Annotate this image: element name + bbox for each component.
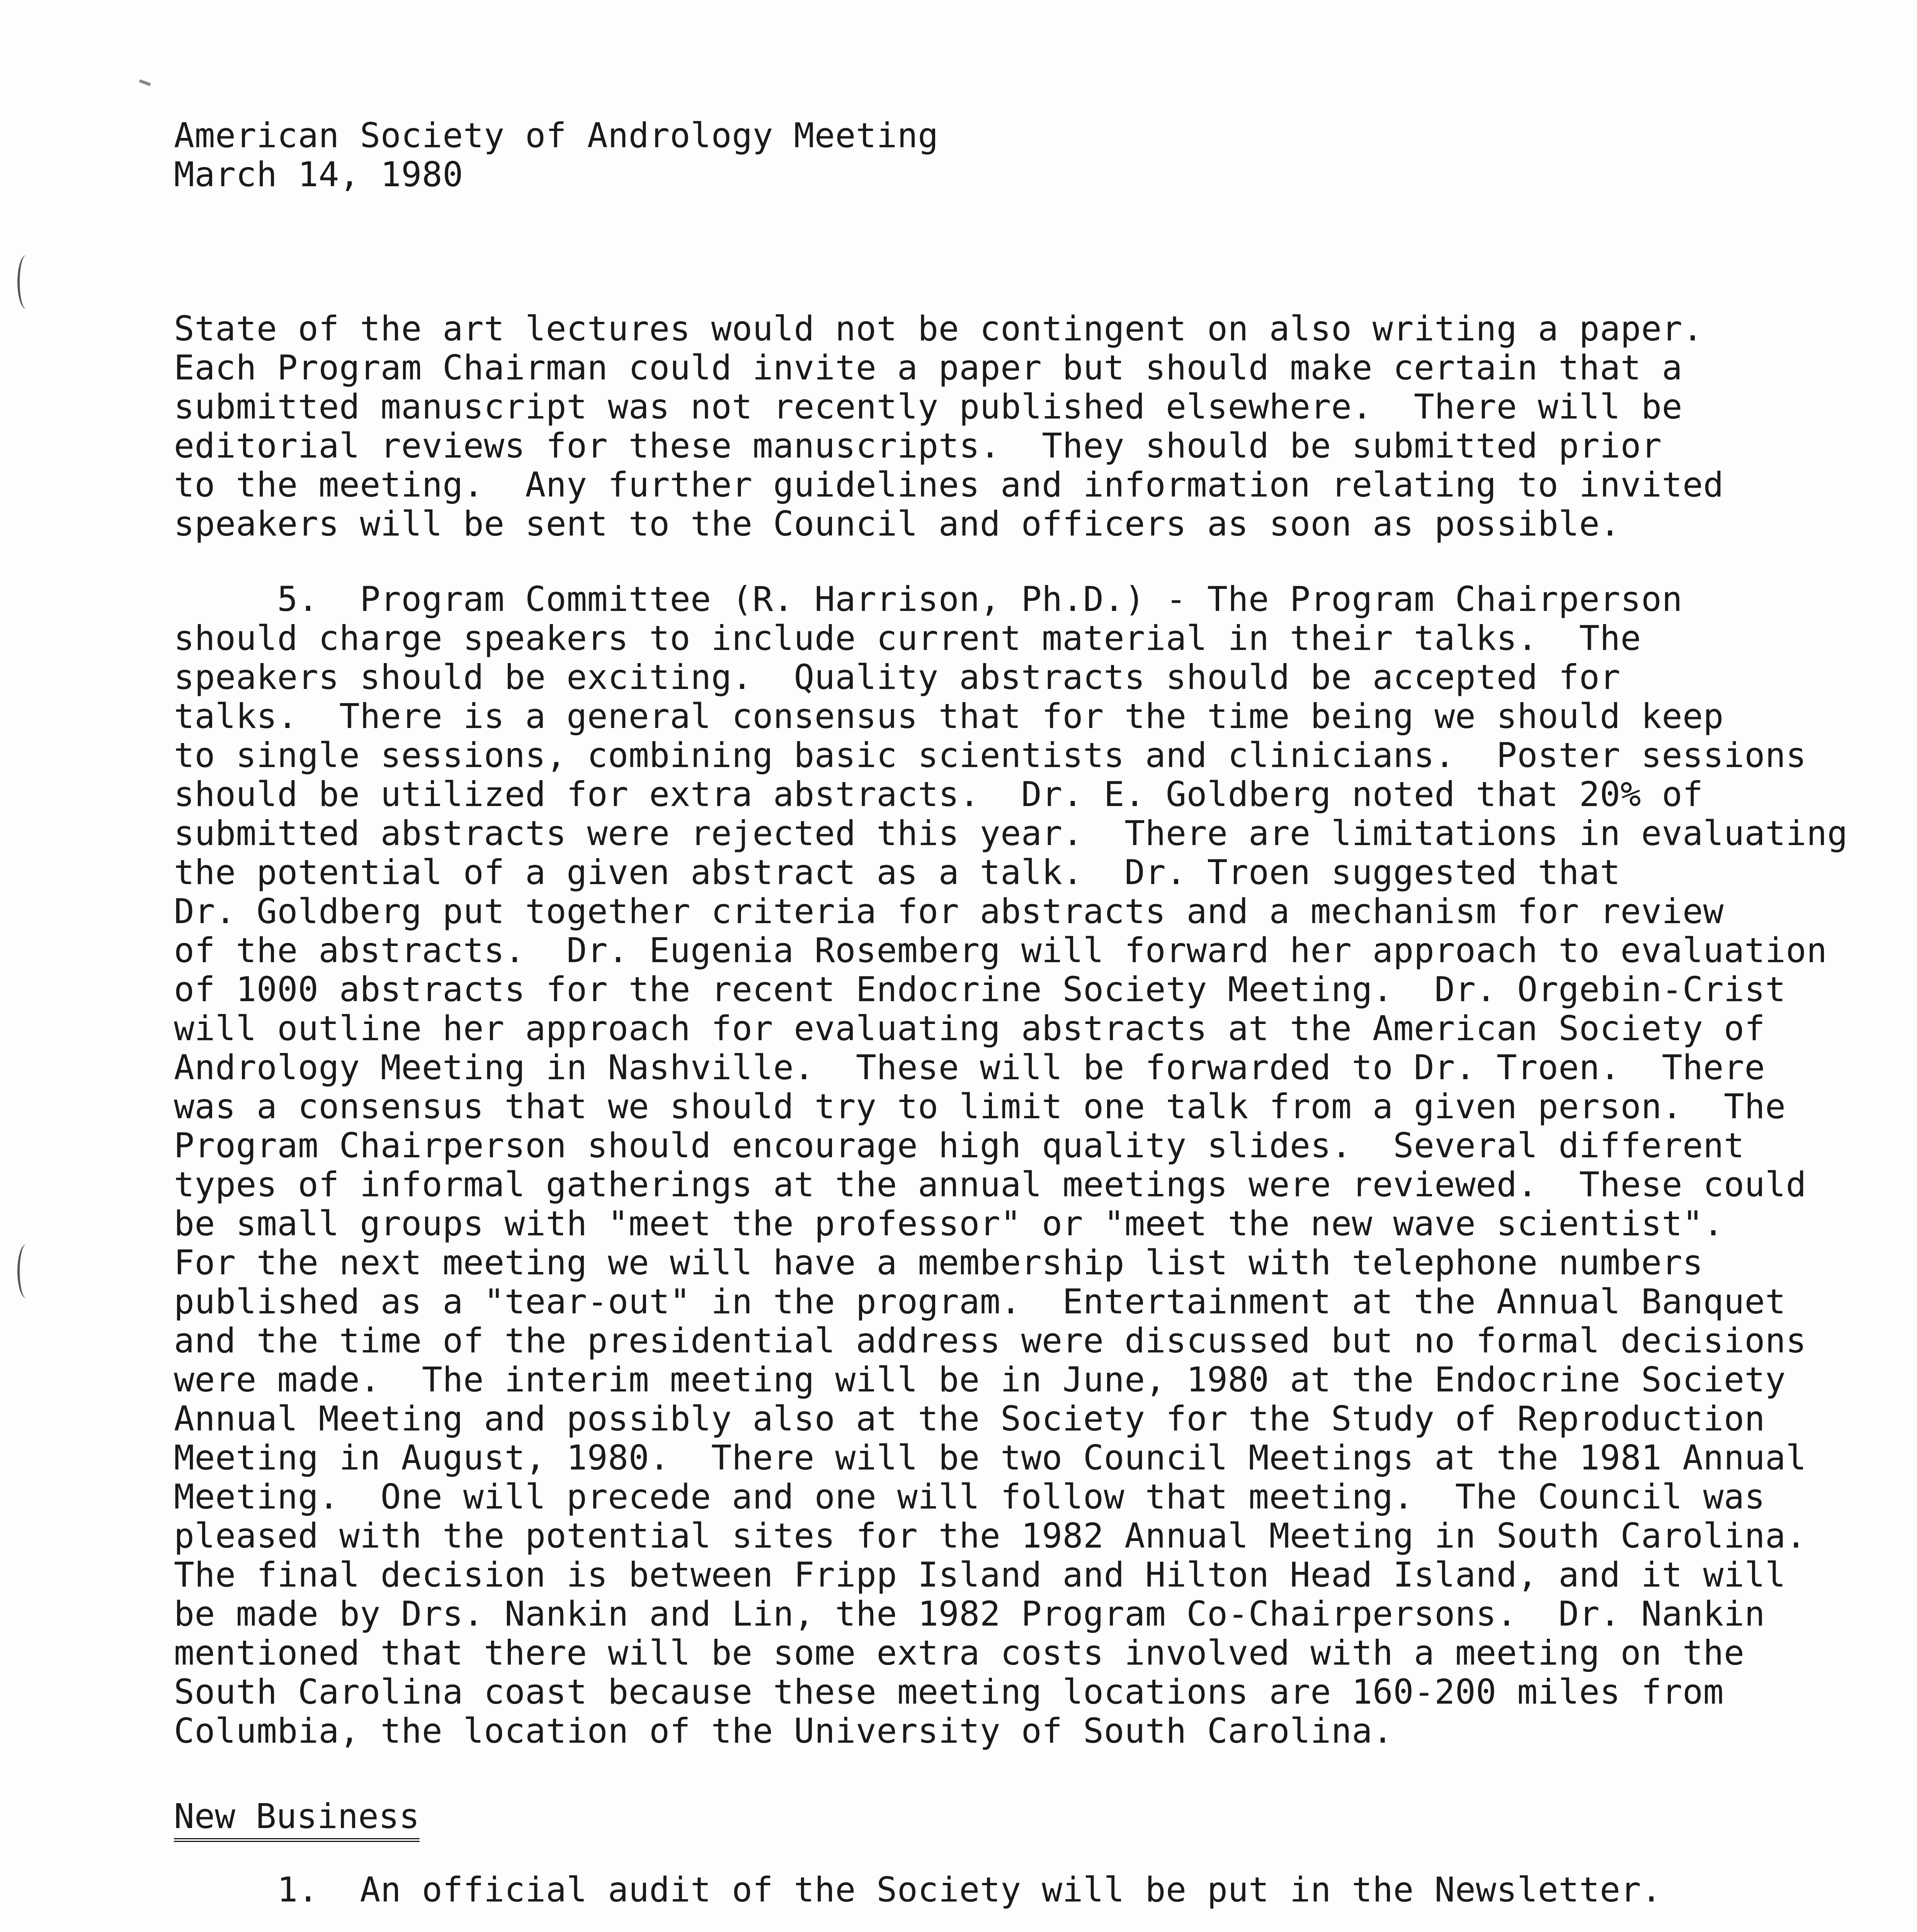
text-line: speakers will be sent to the Council and officers as soon as possible. [174, 504, 1621, 544]
paper-speck [139, 79, 151, 86]
text-line: Annual Meeting and possibly also at the Society for the Study of Reproduction [174, 1399, 1765, 1439]
text-line: of 1000 abstracts for the recent Endocrine Society Meeting. Dr. Orgebin-Crist [174, 969, 1786, 1009]
text-line: pleased with the potential sites for the 1982 Annual Meeting in South Carolina. [174, 1516, 1806, 1556]
binder-hole-mark [17, 255, 35, 309]
text-line: were made. The interim meeting will be in June, 1980 at the Endocrine Society [174, 1360, 1786, 1400]
text-line: should charge speakers to include current material in their talks. The [174, 618, 1641, 658]
new-business-heading: New Business [174, 1797, 420, 1842]
text-line: South Carolina coast because these meeting locations are 160-200 miles from [174, 1672, 1724, 1712]
text-line: and the time of the presidential address were discussed but no formal decisions [174, 1321, 1806, 1361]
text-line: 1. An official audit of the Society will be put in the Newsletter. [174, 1870, 1662, 1910]
text-line: Each Program Chairman could invite a paper but should make certain that a [174, 348, 1683, 388]
text-line: speakers should be exciting. Quality abstracts should be accepted for [174, 657, 1621, 697]
text-line: The final decision is between Fripp Island and Hilton Head Island, and it will [174, 1555, 1786, 1595]
text-line: of the abstracts. Dr. Eugenia Rosemberg will forward her approach to evaluation [174, 930, 1827, 970]
text-line: be small groups with "meet the professor" or "meet the new wave scientist". [174, 1204, 1724, 1243]
header-title: American Society of Andrology Meeting [174, 116, 939, 155]
paragraph-program-committee [174, 580, 1848, 1750]
text-line: types of informal gatherings at the annual meetings were reviewed. These could [174, 1165, 1806, 1204]
text-line: Program Chairperson should encourage high quality slides. Several different [174, 1126, 1745, 1165]
paragraph-state-of-the-art [174, 309, 1724, 543]
text-line: talks. There is a general consensus that for the time being we should keep [174, 696, 1724, 736]
binder-hole-mark [17, 1244, 35, 1298]
text-line: should be utilized for extra abstracts. Dr. E. Goldberg noted that 20% of [174, 774, 1703, 814]
text-line: published as a "tear-out" in the program. Entertainment at the Annual Banquet [174, 1282, 1786, 1321]
text-line: Columbia, the location of the University of South Carolina. [174, 1711, 1393, 1751]
text-line: Andrology Meeting in Nashville. These will be forwarded to Dr. Troen. There [174, 1048, 1765, 1087]
text-line: the potential of a given abstract as a talk. Dr. Troen suggested that [174, 852, 1621, 892]
paragraph-new-business-item-1 [174, 1870, 1662, 1909]
text-line: For the next meeting we will have a membership list with telephone numbers [174, 1243, 1703, 1282]
document-header [174, 116, 939, 194]
text-line: was a consensus that we should try to limit one talk from a given person. The [174, 1087, 1786, 1126]
text-line: will outline her approach for evaluating abstracts at the American Society of [174, 1009, 1765, 1048]
text-line: submitted abstracts were rejected this year. There are limitations in evaluating [174, 813, 1848, 853]
text-line: Dr. Goldberg put together criteria for abstracts and a mechanism for review [174, 891, 1724, 931]
header-date: March 14, 1980 [174, 155, 463, 194]
text-line: to single sessions, combining basic scientists and clinicians. Poster sessions [174, 735, 1806, 775]
text-line: to the meeting. Any further guidelines and information relating to invited [174, 465, 1724, 505]
text-line: Meeting in August, 1980. There will be two Council Meetings at the 1981 Annual [174, 1438, 1806, 1478]
text-line: be made by Drs. Nankin and Lin, the 1982 Program Co-Chairpersons. Dr. Nankin [174, 1594, 1765, 1634]
text-line: 5. Program Committee (R. Harrison, Ph.D.) - The Program Chairperson [174, 579, 1683, 619]
text-line: submitted manuscript was not recently published elsewhere. There will be [174, 387, 1683, 427]
text-line: mentioned that there will be some extra costs involved with a meeting on the [174, 1633, 1745, 1673]
text-line: editorial reviews for these manuscripts. They should be submitted prior [174, 426, 1662, 466]
text-line: State of the art lectures would not be contingent on also writing a paper. [174, 309, 1703, 349]
text-line: Meeting. One will precede and one will follow that meeting. The Council was [174, 1477, 1765, 1517]
